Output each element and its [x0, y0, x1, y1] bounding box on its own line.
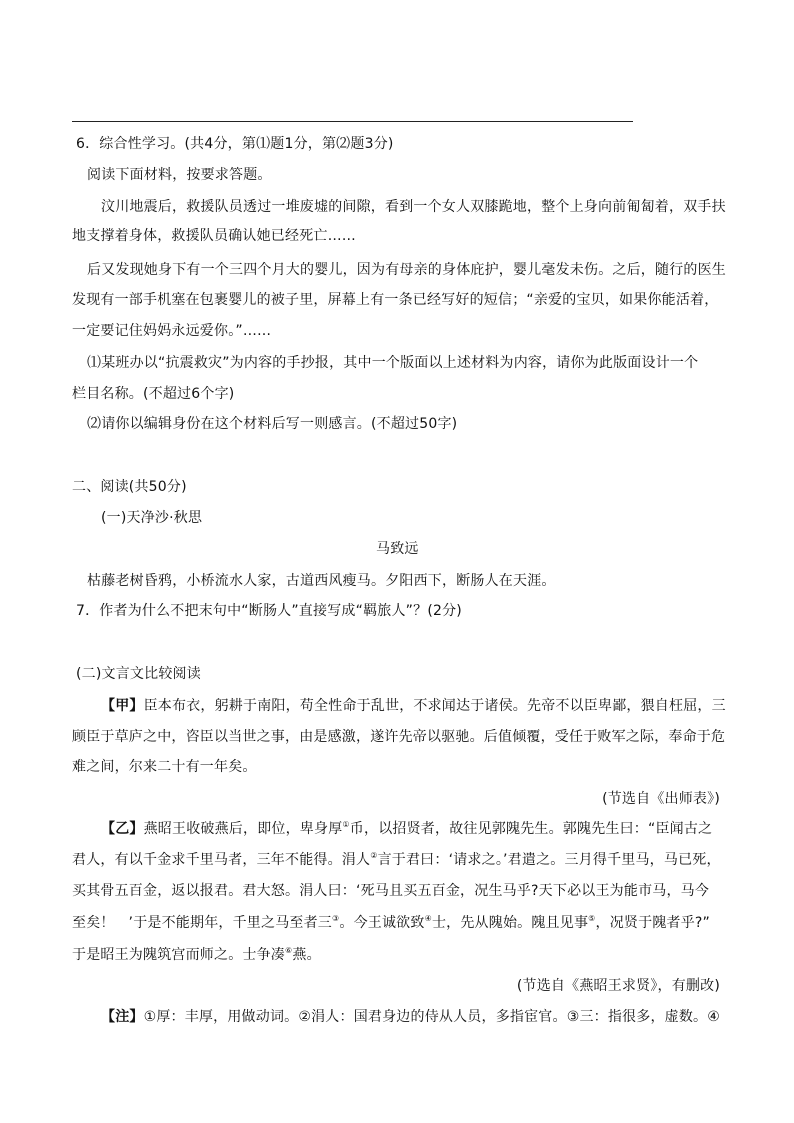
yi-text: 。今王诚欲致 [339, 915, 425, 931]
jia-line: 顾臣于草庐之中，咨臣以当世之事，由是感激，遂许先帝以驱驰。后值倾覆，受任于败军之际，奉命于危 [72, 729, 726, 745]
q6-material-line: 发现有一部手机塞在包裹婴儿的被子里，屏幕上有一条已经写好的短信；“亲爱的宝贝，如果你能活着， [72, 292, 719, 308]
yi-text: 燕昭王收破燕后，即位，卑身厚 [143, 821, 343, 837]
yi-line [72, 945, 321, 965]
q6-material-line: 后又发现她身下有一个三四个月大的婴儿，因为有母亲的身体庇护，婴儿毫发未伤。之后，随行的医生 [87, 262, 726, 278]
notes-line [101, 1007, 720, 1027]
yi-label: 【乙】 [101, 821, 144, 837]
q6-title: 6．综合性学习。(共4分，第⑴题1分，第⑵题3分) [76, 136, 394, 152]
jia-source: (节选自《出师表》) [602, 791, 720, 807]
q7: 7．作者为什么不把末句中“断肠人”直接写成“羁旅人”？(2分) [76, 603, 462, 619]
yi-line [72, 913, 710, 933]
notes-text: ①厚：丰厚，用做动词。②涓人：国君身边的侍从人员，多指宦官。③三：指很多，虚数。④ [143, 1009, 721, 1025]
note-mark: ① [342, 820, 350, 829]
yi-source: (节选自《燕昭王求贤》，有删改) [516, 978, 720, 994]
yi-text: ，况贤于隗者乎?” [595, 915, 711, 931]
jia-line: 难之间，尔来二十有一年矣。 [72, 759, 257, 775]
jia-label: 【甲】 [101, 698, 144, 714]
yi-text: 币，以招贤者，故往见郭隗先生。郭隗先生曰：“臣闻古之 [349, 821, 713, 837]
yi-text: 士，先从隗始。隗且见事 [431, 915, 589, 931]
jia-text: 臣本布衣，躬耕于南阳，苟全性命于乱世，不求闻达于诸侯。先帝不以臣卑鄙，猥自枉屈，三 [143, 698, 726, 714]
note-mark: ⑤ [588, 914, 596, 923]
note-mark: ⑥ [285, 946, 293, 955]
yi-line [101, 819, 712, 839]
yi-line: 买其骨五百金，返以报君。君大怒。涓人曰：‘死马且买五百金，况生马乎?天下必以王为能市马，马今 [72, 883, 710, 899]
yi-text: 燕。 [292, 947, 321, 963]
classical-heading: (二)文言文比较阅读 [76, 666, 201, 682]
q6-material-line: 地支撑着身体，救援队员确认她已经死亡…… [72, 228, 356, 244]
q6-material-line: 汶川地震后，救援队员透过一堆废墟的间隙，看到一个女人双膝跪地，整个上身向前匍匐着，双手扶 [101, 199, 726, 215]
yi-text: 君人，有以千金求千里马者，三年不能得。涓人 [72, 852, 371, 868]
poem-author: 马致远 [376, 541, 419, 557]
yi-text: 于是昭王为隗筑宫而师之。士争凑 [72, 947, 285, 963]
q6-instruction: 阅读下面材料，按要求答题。 [87, 167, 272, 183]
q6-material-line: 一定要记住妈妈永远爱你。”…… [72, 323, 272, 339]
header-rule [72, 121, 633, 122]
note-mark: ② [370, 851, 378, 860]
yi-text: 至矣！ ’于是不能期年，千里之马至者三 [72, 915, 332, 931]
q6-sub1-cont: 栏目名称。(不超过6个字) [72, 386, 235, 402]
poem-title: (一)天净沙·秋思 [101, 510, 203, 526]
note-mark: ③ [332, 914, 340, 923]
note-mark: ④ [424, 914, 432, 923]
yi-text: 言于君曰：‘请求之。’君遣之。三月得千里马，马已死， [377, 852, 721, 868]
q6-sub1: ⑴某班办以“抗震救灾”为内容的手抄报，其中一个版面以上述材料为内容，请你为此版面设计一个 [87, 355, 699, 371]
notes-label: 【注】 [101, 1009, 144, 1025]
jia-line [101, 696, 726, 716]
section2-heading: 二、阅读(共50分) [72, 479, 187, 495]
yi-line [72, 850, 721, 870]
poem-text: 枯藤老树昏鸦，小桥流水人家，古道西风瘦马。夕阳西下，断肠人在天涯。 [87, 573, 556, 589]
q6-sub2: ⑵请你以编辑身份在这个材料后写一则感言。(不超过50字) [87, 416, 458, 432]
